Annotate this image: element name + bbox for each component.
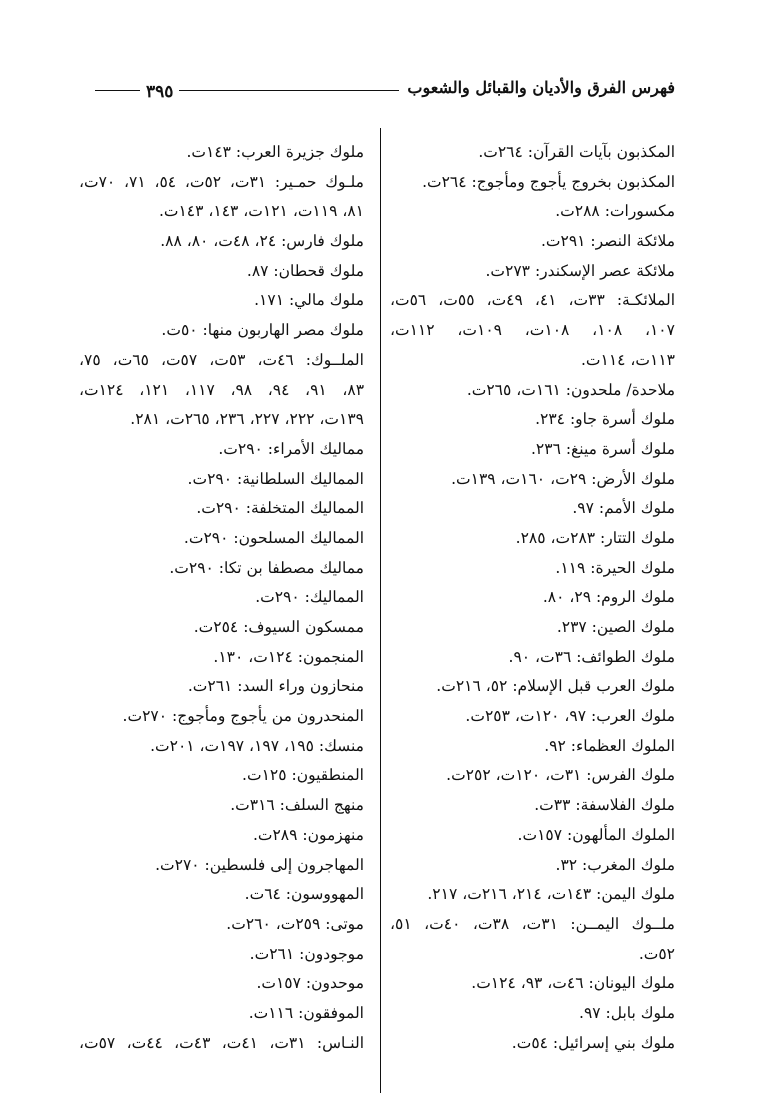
index-entry: الملائكـة: ٣٣ت، ٤١، ٤٩ت، ٥٥ت، ٥٦ت، <box>390 291 676 310</box>
index-entry: المماليك المتخلفة: ٢٩٠ت. <box>196 499 364 518</box>
index-entry: مماليك مصطفا بن تكا: ٢٩٠ت. <box>169 558 364 577</box>
index-entry: ملوك الأرض: ٢٩ت، ١٦٠ت، ١٣٩ت. <box>451 469 675 488</box>
index-entry: ملوك الفلاسفة: ٣٣ت. <box>534 796 675 815</box>
index-entry: ملوك أسرة مينغ: ٢٣٦. <box>530 439 675 458</box>
index-entry: منسك: ١٩٥، ١٩٧، ١٩٧ت، ٢٠١ت. <box>150 736 364 755</box>
index-entry: المنحدرون من يأجوج ومأجوج: ٢٧٠ت. <box>122 707 364 726</box>
header-title: فهرس الفرق والأديان والقبائل والشعوب <box>399 78 675 97</box>
index-entry: مكسورات: ٢٨٨ت. <box>555 202 675 221</box>
index-entry: ملوك العرب قبل الإسلام: ٥٢، ٢١٦ت. <box>436 677 675 696</box>
index-entry: ملوك اليونان: ٤٦ت، ٩٣، ١٢٤ت. <box>471 974 675 993</box>
index-entry: ملوك فارس: ٢٤، ٤٨ت، ٨٠، ٨٨. <box>160 232 364 251</box>
index-entry: المكذبون بآيات القرآن: ٢٦٤ت. <box>478 143 675 161</box>
index-entry: موجودون: ٢٦١ت. <box>249 944 364 963</box>
index-entry: المنطقيون: ١٢٥ت. <box>242 766 364 785</box>
index-entry: المكذبون بخروج يأجوج ومأجوج: ٢٦٤ت. <box>422 172 675 191</box>
index-entry: ملوك مصر الهاربون منها: ٥٠ت. <box>161 321 364 340</box>
index-entry: النـاس: ٣١ت، ٤١ت، ٤٣ت، ٤٤ت، ٥٧ت، <box>79 1033 365 1052</box>
index-entry: ملوك الفرس: ٣١ت، ١٢٠ت، ٢٥٢ت. <box>446 766 675 785</box>
index-entry: ملـوك حمـير: ٣١ت، ٥٢ت، ٥٤، ٧١، ٧٠ت، <box>79 172 364 191</box>
index-entry: ملوك بابل: ٩٧. <box>579 1003 675 1022</box>
index-entry: ٨١، ١١٩ت، ١٢١ت، ١٤٣، ١٤٣ت. <box>158 202 364 221</box>
index-entry: موحدون: ١٥٧ت. <box>256 974 364 993</box>
index-entry: ملوك اليمن: ١٤٣ت، ٢١٤، ٢١٦ت، ٢١٧. <box>427 885 675 904</box>
index-entry: ملوك الحيرة: ١١٩. <box>555 558 675 577</box>
index-entry: ٨٣، ٩١، ٩٤، ٩٨، ١١٧، ١٢١، ١٢٤ت، <box>79 380 365 399</box>
index-entry: منهج السلف: ٣١٦ت. <box>230 796 364 815</box>
running-header <box>95 68 675 108</box>
index-entry: ملوك الطوائف: ٣٦ت، ٩٠. <box>508 647 675 666</box>
page-number: ٣٩٥ <box>140 82 179 102</box>
column-divider <box>380 128 381 1093</box>
index-entry: المماليك السلطانية: ٢٩٠ت. <box>187 469 364 488</box>
index-entry: ملائكة النصر: ٢٩١ت. <box>540 232 675 251</box>
index-entry: ملوك الصين: ٢٣٧. <box>556 618 675 636</box>
index-entry: ملوك أسرة جاو: ٢٣٤. <box>535 410 675 429</box>
index-entry: مماليك الأمراء: ٢٩٠ت. <box>218 439 364 458</box>
index-entry: ملوك الأمم: ٩٧. <box>572 499 675 518</box>
index-entry: الملوك العظماء: ٩٢. <box>544 736 675 755</box>
index-column-left <box>79 138 364 1058</box>
index-entry: المهاجرون إلى فلسطين: ٢٧٠ت. <box>155 855 364 874</box>
index-entry: المماليك: ٢٩٠ت. <box>255 588 364 607</box>
index-entry: ملوك مالي: ١٧١. <box>254 291 364 310</box>
index-entry: ١٠٧، ١٠٨، ١٠٨ت، ١٠٩ت، ١١٢ت، <box>390 321 675 340</box>
index-entry: ١١٣ت، ١١٤ت. <box>580 350 675 369</box>
index-entry: ممسكون السيوف: ٢٥٤ت. <box>193 618 364 636</box>
index-entry: الملوك المألهون: ١٥٧ت. <box>517 825 675 844</box>
index-column-right <box>390 138 675 1058</box>
index-entry: الملــوك: ٤٦ت، ٥٣ت، ٥٧ت، ٦٥ت، ٧٥، <box>79 350 364 369</box>
index-entry: ملوك قحطان: ٨٧. <box>246 261 364 280</box>
index-entry: ملوك الروم: ٢٩، ٨٠. <box>542 588 675 607</box>
index-entry: ملوك جزيرة العرب: ١٤٣ت. <box>186 143 364 161</box>
index-entry: المماليك المسلحون: ٢٩٠ت. <box>183 528 364 547</box>
index-entry: المهووسون: ٦٤ت. <box>244 885 364 904</box>
index-entry: ملوك العرب: ٩٧، ١٢٠ت، ٢٥٣ت. <box>465 707 675 726</box>
index-entry: ملوك بني إسرائيل: ٥٤ت. <box>511 1033 675 1052</box>
index-entry: موتى: ٢٥٩ت، ٢٦٠ت. <box>226 914 364 933</box>
index-entry: ١٣٩ت، ٢٢٢، ٢٢٧، ٢٣٦، ٢٦٥ت، ٢٨١. <box>130 410 364 429</box>
index-entry: ملوك المغرب: ٣٢. <box>555 855 675 874</box>
index-entry: منهزمون: ٢٨٩ت. <box>252 825 364 844</box>
index-entry: ملائكة عصر الإسكندر: ٢٧٣ت. <box>485 261 675 280</box>
index-entry: ملــوك اليمــن: ٣١ت، ٣٨ت، ٤٠ت، ٥١، <box>390 914 675 933</box>
index-entry: ٥٢ت. <box>638 944 675 963</box>
index-entry: ملوك التتار: ٢٨٣ت، ٢٨٥. <box>515 528 675 547</box>
index-entry: الموفقون: ١١٦ت. <box>248 1003 364 1022</box>
index-entry: منحازون وراء السد: ٢٦١ت. <box>187 677 364 696</box>
index-entry: المنجمون: ١٢٤ت، ١٣٠. <box>213 647 364 666</box>
index-entry: ملاحدة/ ملحدون: ١٦١ت، ٢٦٥ت. <box>466 380 675 399</box>
